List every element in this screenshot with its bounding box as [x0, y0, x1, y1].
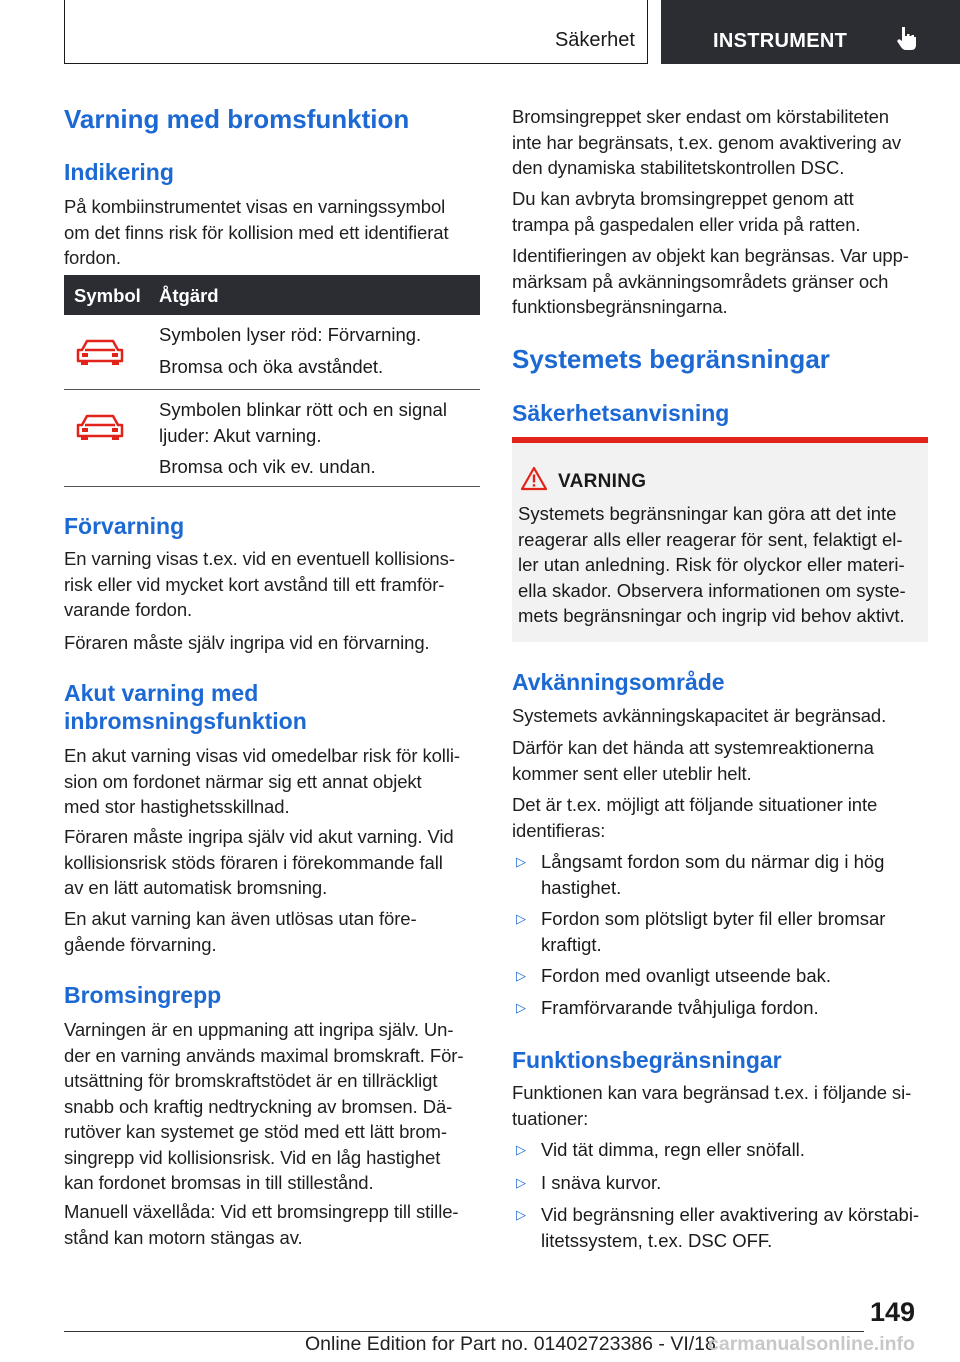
heading-forvarning: Förvarning [64, 513, 185, 539]
footer-edition: Online Edition for Part no. 01402723386 - VI/18 [305, 1333, 716, 1355]
header-chapter-label: INSTRUMENT [713, 30, 848, 52]
forvarning-p2: Föraren måste själv ingripa vid en förvarning. [64, 632, 430, 653]
page-title: Varning med bromsfunktion [64, 104, 410, 134]
heading-avkanning: Avkänningsområde [512, 669, 725, 695]
table-header [64, 275, 480, 315]
footer-divider [64, 1331, 864, 1332]
avk-p3: Det är t.ex. möjligt att följande situationer inte identifieras: [512, 794, 878, 841]
heading-indikering: Indikering [64, 159, 174, 185]
akut-p3: En akut varning kan även utlösas utan före- gående förvarning. [64, 908, 417, 955]
header-chapter-tab [661, 0, 960, 64]
warning-box [512, 437, 928, 642]
col-action: Åtgärd [159, 285, 219, 306]
header-section-tab [64, 0, 648, 64]
watermark: carmanualsonline.info [708, 1333, 915, 1355]
row2-line1: Symbolen blinkar rött och en signal ljuder: Akut varning. [159, 399, 447, 446]
akut-p1: En akut varning visas vid omedelbar risk för kolli- sion om fordonet närmar sig ett annat objekt med stor hastighetsskillnad. [64, 745, 460, 817]
heading-akut: Akut varning med inbromsningsfunktion [64, 680, 307, 734]
heading-funktion: Funktionsbegränsningar [512, 1047, 782, 1073]
bromsingrepp-p1: Varningen är en uppmaning att ingripa själv. Un- der en varning används maximal bromskraft. För- utsättning för bromskraftstödet är en tillräckligt snabb och kraftig nedtryckning av bromsen. Dä- rutöver kan systemet ge stöd med ett lätt brom- singrepp vid kollisionsrisk. Vid en låg hastighet kan fordonet bromsas in till stillestånd. [64, 1019, 464, 1193]
table-row [64, 315, 480, 390]
section-title: Systemets begränsningar [512, 344, 830, 374]
warning-label: VARNING [558, 471, 647, 492]
right-p2: Du kan avbryta bromsingreppet genom att trampa på gaspedalen eller vrida på ratten. [512, 188, 861, 235]
row1-line1: Symbolen lyser röd: Förvarning. [159, 324, 422, 345]
table-row [64, 390, 480, 487]
heading-safety: Säkerhetsanvisning [512, 400, 730, 426]
right-p3: Identifieringen av objekt kan begränsas. Var upp- märksam på avkänningsområdets gränser och funktionsbegränsningarna. [512, 245, 909, 317]
funk-p1: Funktionen kan vara begränsad t.ex. i följande si- tuationer: [512, 1082, 912, 1129]
warning-triangle-icon [520, 466, 548, 491]
avk-p1: Systemets avkänningskapacitet är begränsad. [512, 705, 887, 726]
header-section-label: Säkerhet [554, 29, 635, 51]
pointing-hand-icon [895, 25, 919, 51]
heading-bromsingrepp: Bromsingrepp [64, 982, 222, 1008]
symbol-table [64, 275, 480, 487]
warning-text: Systemets begränsningar kan göra att det inte reagerar alls eller reagerar för sent, felaktigt el- ler utan anledning. Risk för olyckor eller materi- ella skador. Observera informationen om syste- mets begränsningar och ingrip vid behov aktivt. [518, 503, 906, 626]
indikering-text: På kombiinstrumentet visas en varningssymbol om det finns risk för kollision med ett identifierat fordon. [64, 196, 449, 268]
page-number: 149 [870, 1297, 916, 1327]
car-warning-icon [76, 412, 124, 442]
row2-line2: Bromsa och vik ev. undan. [159, 456, 376, 477]
col-symbol: Symbol [74, 285, 141, 306]
car-warning-icon [76, 337, 124, 367]
akut-p2: Föraren måste ingripa själv vid akut varning. Vid kollisionsrisk stöds föraren i förekommande fall av en lätt automatisk bromsning. [64, 826, 454, 898]
row1-line2: Bromsa och öka avståndet. [159, 355, 384, 377]
avk-p2: Därför kan det hända att systemreaktionerna kommer sent eller uteblir helt. [512, 737, 874, 784]
forvarning-p1: En varning visas t.ex. vid en eventuell kollisions- risk eller vid mycket kort avstånd till ett framför- varande fordon. [64, 548, 455, 620]
bromsingrepp-p2: Manuell växellåda: Vid ett bromsingrepp till stille- stånd kan motorn stängas av. [64, 1201, 459, 1248]
right-p1: Bromsingreppet sker endast om körstabiliteten inte har begränsats, t.ex. genom avaktivering av den dynamiska stabilitetskontrollen DSC. [512, 106, 902, 178]
